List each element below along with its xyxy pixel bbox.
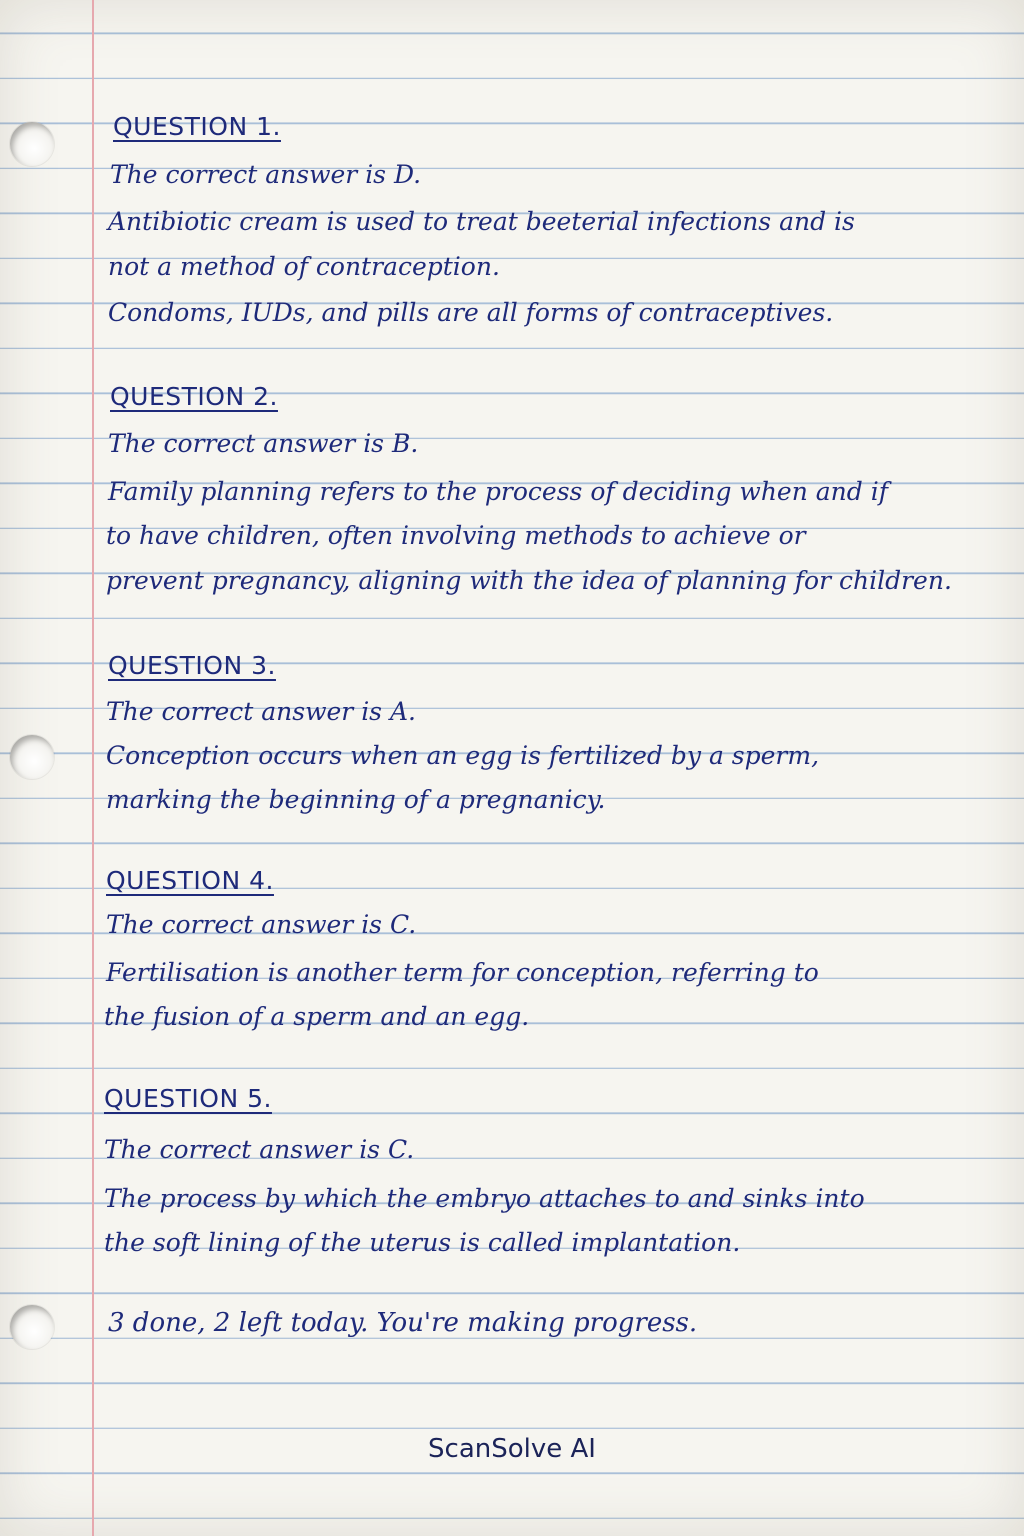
question-4-heading: QUESTION 4. <box>106 866 274 895</box>
question-3-heading: QUESTION 3. <box>108 651 276 680</box>
question-4-explanation-line: the fusion of a sperm and an egg. <box>104 1002 530 1031</box>
question-5-explanation-line: the soft lining of the uterus is called implantation. <box>104 1228 741 1257</box>
question-3-explanation-line: marking the beginning of a pregnanicy. <box>106 785 606 814</box>
footer-brand: ScanSolve AI <box>428 1434 596 1464</box>
question-1-answer: The correct answer is D. <box>110 160 422 189</box>
question-3-answer: The correct answer is A. <box>106 697 416 726</box>
question-5-answer: The correct answer is C. <box>104 1135 415 1164</box>
question-2-explanation-line: Family planning refers to the process of deciding when and if <box>108 477 888 506</box>
question-3-explanation-line: Conception occurs when an egg is fertilized by a sperm, <box>106 741 820 770</box>
question-1-explanation-line: Condoms, IUDs, and pills are all forms of contraceptives. <box>108 298 834 327</box>
question-2-explanation-line: prevent pregnancy, aligning with the idea of planning for children. <box>106 566 952 595</box>
question-1-heading: QUESTION 1. <box>113 112 281 141</box>
question-4-answer: The correct answer is C. <box>106 910 417 939</box>
question-5-heading: QUESTION 5. <box>104 1084 272 1113</box>
question-4-explanation-line: Fertilisation is another term for conception, referring to <box>106 958 819 987</box>
question-1-explanation-line: Antibiotic cream is used to treat beeterial infections and is <box>108 207 855 236</box>
question-5-explanation-line: The process by which the embryo attaches to and sinks into <box>104 1184 865 1213</box>
question-2-answer: The correct answer is B. <box>108 429 419 458</box>
question-2-explanation-line: to have children, often involving methods to achieve or <box>106 521 806 550</box>
question-2-heading: QUESTION 2. <box>110 382 278 411</box>
progress-note: 3 done, 2 left today. You're making progress. <box>108 1308 698 1338</box>
question-1-explanation-line: not a method of contraception. <box>108 252 500 281</box>
